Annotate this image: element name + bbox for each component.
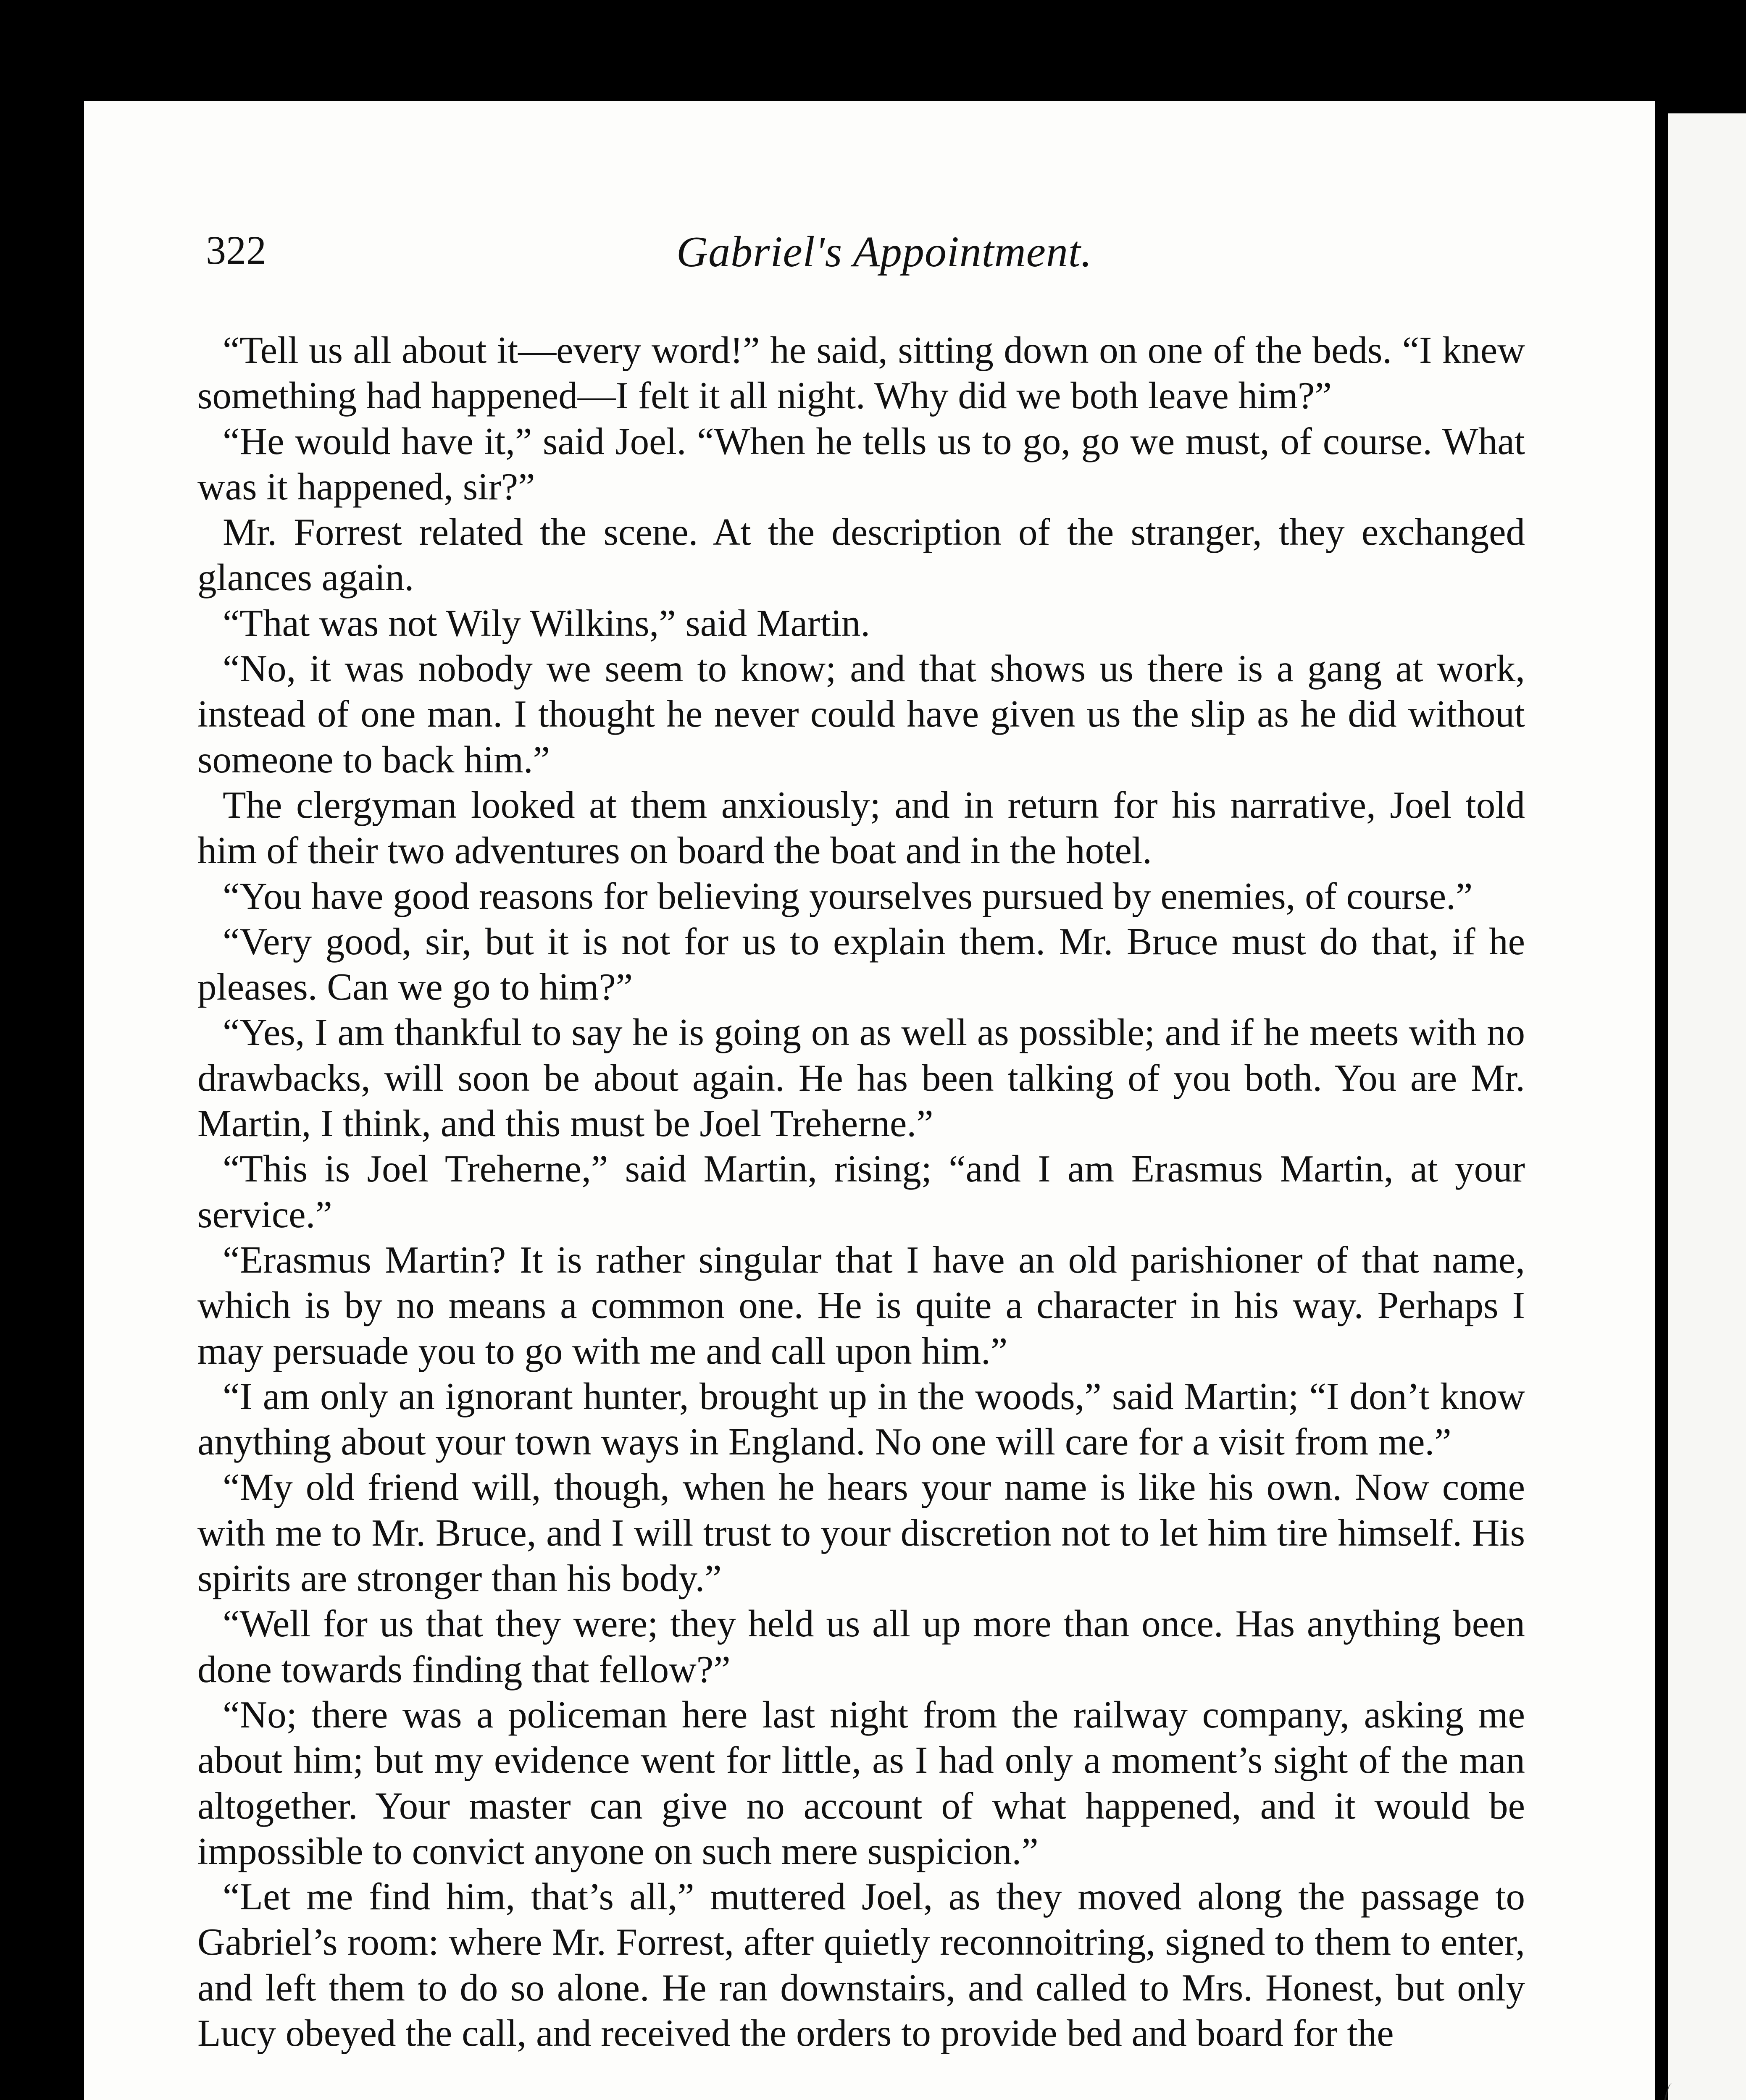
body-text: [197, 328, 1525, 2056]
paragraph: “That was not Wily Wilkins,” said Martin.: [223, 601, 870, 644]
next-page-edge: [1668, 113, 1746, 2100]
paragraph: “Tell us all about it—every word!” he said, sitting down on one of the beds. “I knew something had happened—I felt it all night. Why did we both leave him?”: [197, 329, 1525, 417]
paragraph: “My old friend will, though, when he hears your name is like his own. Now come with me to Mr. Bruce, and I will trust to your discretion not to let him tire himself. His spirits are stronger than his body.”: [197, 1466, 1525, 1600]
paragraph: The clergyman looked at them anxiously; and in return for his narrative, Joel told him of their two adventures on board the boat and in the hotel.: [197, 783, 1525, 872]
paragraph: “Yes, I am thankful to say he is going on as well as possible; and if he meets with no drawbacks, will soon be about again. He has been talking of you both. You are Mr. Martin, I think, and this must be Joel Treherne.”: [197, 1011, 1525, 1145]
page-number: 322: [206, 228, 266, 273]
paragraph: “No, it was nobody we seem to know; and that shows us there is a gang at work, instead of one man. I thought he never could have given us the slip as he did without someone to back him.”: [197, 647, 1525, 781]
paragraph: “Erasmus Martin? It is rather singular that I have an old parishioner of that name, which is by no means a common one. He is quite a character in his way. Perhaps I may persuade you to go with me and call upon him.”: [197, 1238, 1525, 1372]
running-head: [206, 227, 1517, 286]
paragraph: “Let me find him, that’s all,” muttered Joel, as they moved along the passage to Gabriel’s room: where Mr. Forrest, after quietly reconnoitring, signed to them to enter, and left them to do so alone. He ran downstairs, and called to Mrs. Honest, but only Lucy obeyed the call, and received the orders to provide bed and board for the: [197, 1875, 1525, 2054]
paragraph: “Well for us that they were; they held us all up more than once. Has anything been done towards finding that fellow?”: [197, 1602, 1525, 1690]
paragraph: “I am only an ignorant hunter, brought up in the woods,” said Martin; “I don’t know anything about your town ways in England. No one will care for a visit from me.”: [197, 1375, 1525, 1463]
paragraph: “Very good, sir, but it is not for us to explain them. Mr. Bruce must do that, if he pleases. Can we go to him?”: [197, 920, 1525, 1008]
paragraph: “You have good reasons for believing yourselves pursued by enemies, of course.”: [223, 874, 1473, 917]
page-title: Gabriel's Appointment.: [676, 228, 1092, 276]
paragraph: “He would have it,” said Joel. “When he tells us to go, go we must, of course. What was it happened, sir?”: [197, 420, 1525, 508]
paragraph: “No; there was a policeman here last night from the railway company, asking me about him; but my evidence went for little, as I had only a moment’s sight of the man altogether. Your master can give no account of what happened, and it would be impossible to convict anyone on such mere suspicion.”: [197, 1693, 1525, 1872]
paragraph: “This is Joel Treherne,” said Martin, rising; “and I am Erasmus Martin, at your service.”: [197, 1147, 1525, 1236]
paragraph: Mr. Forrest related the scene. At the description of the stranger, they exchanged glances again.: [197, 511, 1525, 599]
